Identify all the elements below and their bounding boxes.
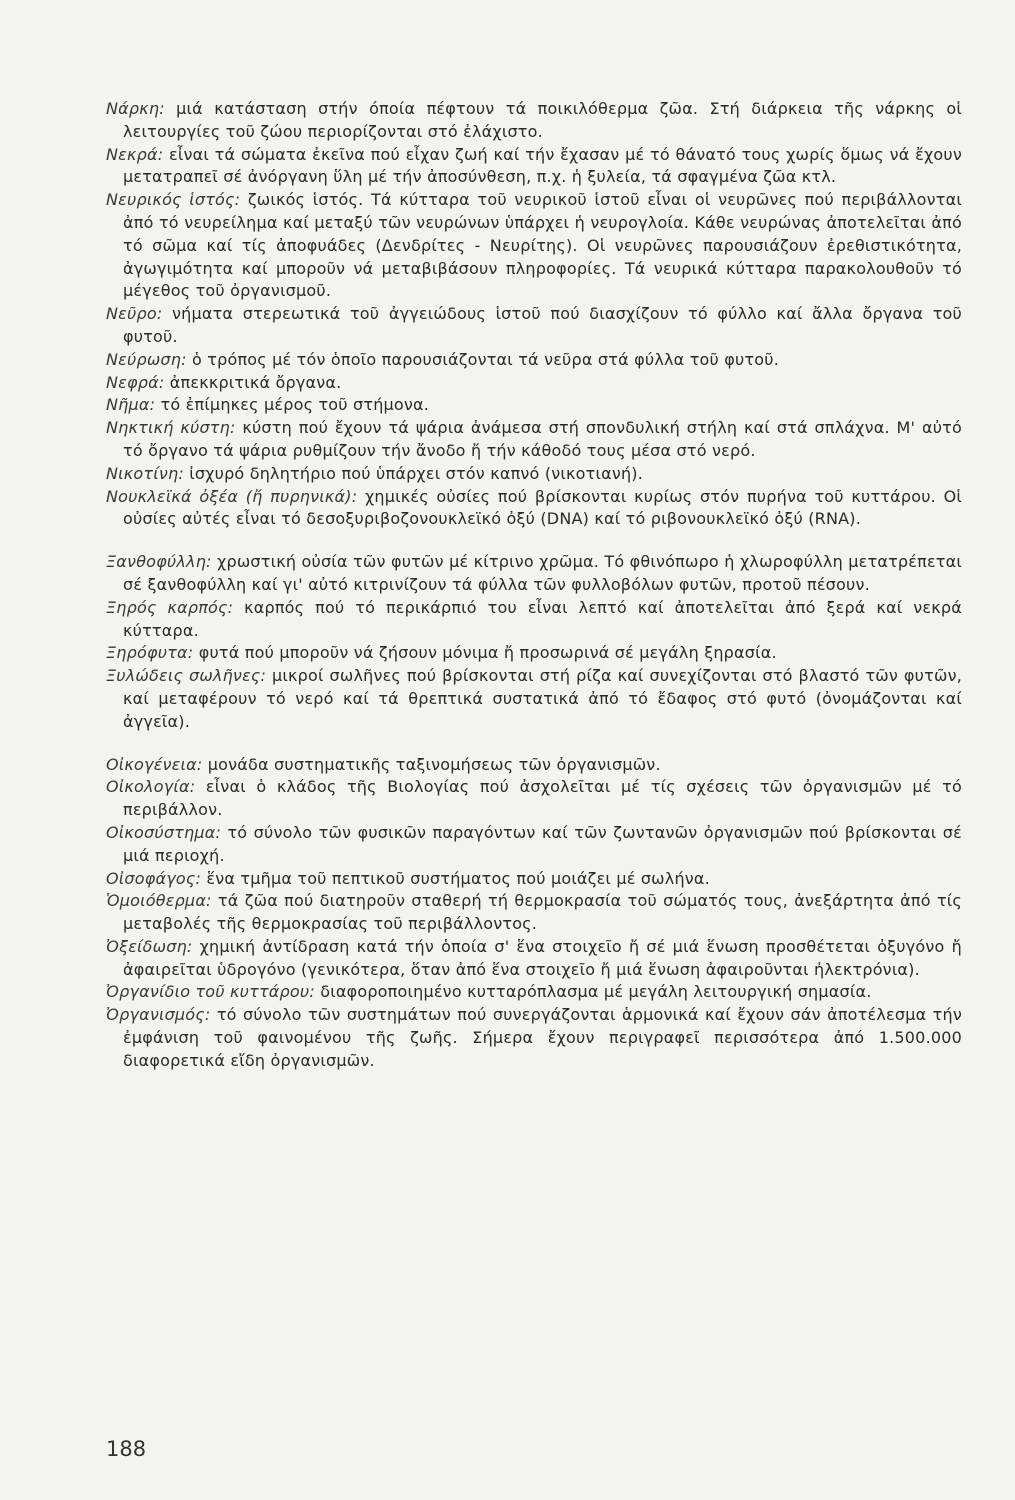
entry-term: Νικοτίνη: [106, 463, 184, 483]
glossary-entry [106, 890, 962, 936]
entry-term: Νῆμα: [106, 395, 156, 415]
glossary-entry [106, 981, 962, 1004]
glossary-entry [106, 597, 962, 643]
entry-term: Νουκλεϊκά ὀξέα (ἤ πυρηνικά): [106, 486, 358, 506]
entry-term: Οἰκολογία: [106, 777, 196, 797]
glossary-entry [106, 642, 962, 665]
glossary-entry [106, 349, 962, 372]
glossary-entry [106, 822, 962, 868]
glossary-entry [106, 463, 962, 486]
glossary-entries [106, 98, 962, 1073]
entry-definition: κύστη πού ἔχουν τά ψάρια ἀνάμεσα στή σπονδυλική στήλη καί στά σπλάχνα. Μ' αὐτό τό ὄργανο τά ψάρια ρυθμίζουν τήν ἄνοδο ἤ τήν κάθοδό τους μέσα στό νερό. [123, 418, 962, 460]
glossary-entry [106, 868, 962, 891]
entry-definition: φυτά πού μποροῦν νά ζήσουν μόνιμα ἤ προσωρινά σέ μεγάλη ξηρασία. [198, 643, 777, 663]
glossary-entry [106, 754, 962, 777]
glossary-entry [106, 303, 962, 349]
entry-term: Ὀργανίδιο τοῦ κυττάρου: [106, 982, 315, 1002]
glossary-entry [106, 98, 962, 144]
glossary-entry [106, 417, 962, 463]
entry-term: Ὀξείδωση: [106, 936, 193, 956]
entry-term: Οἰκογένεια: [106, 754, 203, 774]
glossary-entry [106, 372, 962, 395]
glossary-entry [106, 189, 962, 303]
entry-definition: μικροί σωλῆνες πού βρίσκονται στή ρίζα καί συνεχίζονται στό βλαστό τῶν φυτῶν, καί μεταφέρουν τό νερό καί τά θρεπτικά συστατικά ἀπό τό ἔδαφος στό φυτό (ὀνομάζονται καί ἀγγεῖα). [123, 666, 962, 731]
entry-definition: ἀπεκκριτικά ὄργανα. [169, 372, 342, 392]
entry-term: Οἰκοσύστημα: [106, 822, 222, 842]
entry-definition: χημικές οὐσίες πού βρίσκονται κυρίως στόν πυρήνα τοῦ κυττάρου. Οἱ οὐσίες αὐτές εἶναι τό δεσοξυριβοζονουκλεϊκό ὀξύ (DNA) καί τό ριβονουκλεϊκό ὀξύ (RNA). [123, 486, 963, 529]
entry-term: Νάρκη: [106, 99, 165, 118]
glossary-entry [106, 936, 962, 982]
entry-definition: εἶναι τά σώματα ἐκεῖνα πού εἶχαν ζωή καί τήν ἔχασαν μέ τό θάνατό τους χωρίς ὅμως νά ἔχουν μετατραπεῖ σέ ἀνόργανη ὕλη μέ τήν ἀποσύνθεση, π.χ. ἡ ξυλεία, τά σφαγμένα ζῶα κτλ. [123, 144, 962, 187]
entry-definition: τά ζῶα πού διατηροῦν σταθερή τή θερμοκρασία τοῦ σώματός τους, ἀνεξάρτητα ἀπό τίς μεταβολές τῆς θερμοκρασίας τοῦ περιβάλλοντος. [123, 891, 962, 934]
entry-definition: μιά κατάσταση στήν όποία πέφτουν τά ποικιλόθερμα ζῶα. Στή διάρκεια τῆς νάρκης οἱ λειτουργίες τοῦ ζώου περιορίζονται στό ἐλάχιστο. [123, 99, 962, 141]
glossary-entry [106, 394, 962, 417]
glossary-entry [106, 776, 962, 822]
entry-definition: ζωικός ἱστός. Τά κύτταρα τοῦ νευρικοῦ ἱστοῦ εἶναι οἱ νευρῶνες πού περιβάλλονται ἀπό τό νευρείλημα καί μεταξύ τῶν νευρώνων ὑπάρχει ἡ νευρογλοία. Κάθε νευρώνας ἀποτελεῖται ἀπό τό σῶμα καί τίς ἀποφυάδες (Δενδρίτες - Νευρίτης). Οἱ νευρῶνες παρουσιάζουν ἐρεθιστικότητα, ἀγωγιμότητα καί μποροῦν νά μεταβιβάσουν πληροφορίες. Τά νευρικά κύτταρα παρακολουθοῦν τό μέγεθος τοῦ ὀργανισμοῦ. [123, 190, 962, 301]
entry-term: Οἰσοφάγος: [106, 868, 202, 888]
entry-definition: χημική ἀντίδραση κατά τήν ὁποία σ' ἕνα στοιχεῖο ἤ σέ μιά ἕνωση προσθέτεται ὀξυγόνο ἤ ἀφαιρεῖται ὑδρογόνο (γενικότερα, ὅταν ἀπό ἕνα στοιχεῖο ἤ μιά ἕνωση ἀφαιροῦνται ἠλεκτρόνια). [123, 936, 962, 979]
entry-term: Ξανθοφύλλη: [106, 552, 212, 572]
page-number: 188 [106, 1437, 147, 1461]
entry-term: Ξηρόφυτα: [106, 643, 194, 663]
entry-definition: τό σύνολο τῶν συστημάτων πού συνεργάζονται ἁρμονικά καί ἔχουν σάν ἀποτέλεσμα τήν ἐμφάνιση τοῦ φαινομένου τῆς ζωῆς. Σήμερα ἔχουν περιγραφεῖ περισσότερα ἀπό 1.500.000 διαφορετικά εἴδη ὀργανισμῶν. [123, 1005, 962, 1070]
entry-definition: νήματα στερεωτικά τοῦ ἀγγειώδους ἱστοῦ πού διασχίζουν τό φύλλο καί ἄλλα ὄργανα τοῦ φυτοῦ. [123, 304, 962, 346]
entry-definition: καρπός πού τό περικάρπιό του εἶναι λεπτό καί ἀποτελεῖται ἀπό ξερά καί νεκρά κύτταρα. [123, 597, 963, 640]
entry-definition: χρωστική οὐσία τῶν φυτῶν μέ κίτρινο χρῶμα. Τό φθινόπωρο ἡ χλωροφύλλη μετατρέπεται σέ ξανθοφύλλη καί γι' αὐτό κιτρινίζουν τά φύλλα τῶν φυλλοβόλων φυτῶν, προτοῦ πέσουν. [123, 552, 962, 594]
entry-term: Ὀργανισμός: [106, 1005, 211, 1025]
entry-term: Νηκτική κύστη: [106, 418, 236, 438]
entry-definition: τό σύνολο τῶν φυσικῶν παραγόντων καί τῶν ζωντανῶν ὀργανισμῶν πού βρίσκονται σέ μιά περιοχή. [123, 822, 962, 865]
glossary-entry [106, 486, 962, 532]
entry-term: Νευρικός ἱστός: [106, 190, 241, 210]
entry-term: Ὁμοιόθερμα: [106, 891, 212, 911]
entry-definition: ἰσχυρό δηλητήριο πού ὑπάρχει στόν καπνό (νικοτιανή). [189, 463, 644, 483]
glossary-entry [106, 1004, 962, 1072]
glossary-entry [106, 551, 962, 597]
entry-definition: διαφοροποιημένο κυτταρόπλασμα μέ μεγάλη λειτουργική σημασία. [320, 982, 872, 1002]
entry-definition: ἕνα τμῆμα τοῦ πεπτικοῦ συστήματος πού μοιάζει μέ σωλήνα. [206, 868, 710, 888]
entry-term: Ξηρός καρπός: [106, 597, 234, 617]
entry-definition: τό ἐπίμηκες μέρος τοῦ στήμονα. [160, 395, 430, 415]
glossary-entry [106, 144, 962, 190]
entry-term: Νεῦρο: [106, 304, 163, 324]
entry-definition: εἶναι ὁ κλάδος τῆς Βιολογίας πού ἀσχολεῖται μέ τίς σχέσεις τῶν ὀργανισμῶν μέ τό περιβάλλον. [123, 777, 962, 820]
glossary-entry [106, 665, 962, 733]
entry-definition: μονάδα συστηματικῆς ταξινομήσεως τῶν ὀργανισμῶν. [207, 754, 661, 774]
entry-term: Νεύρωση: [106, 349, 187, 369]
section-gap [106, 734, 962, 754]
entry-term: Νεκρά: [106, 144, 164, 164]
entry-definition: ὁ τρόπος μέ τόν ὁποῖο παρουσιάζονται τά νεῦρα στά φύλλα τοῦ φυτοῦ. [192, 349, 780, 369]
entry-term: Νεφρά: [106, 372, 165, 392]
entry-term: Ξυλώδεις σωλῆνες: [106, 666, 267, 686]
section-gap [106, 531, 962, 551]
